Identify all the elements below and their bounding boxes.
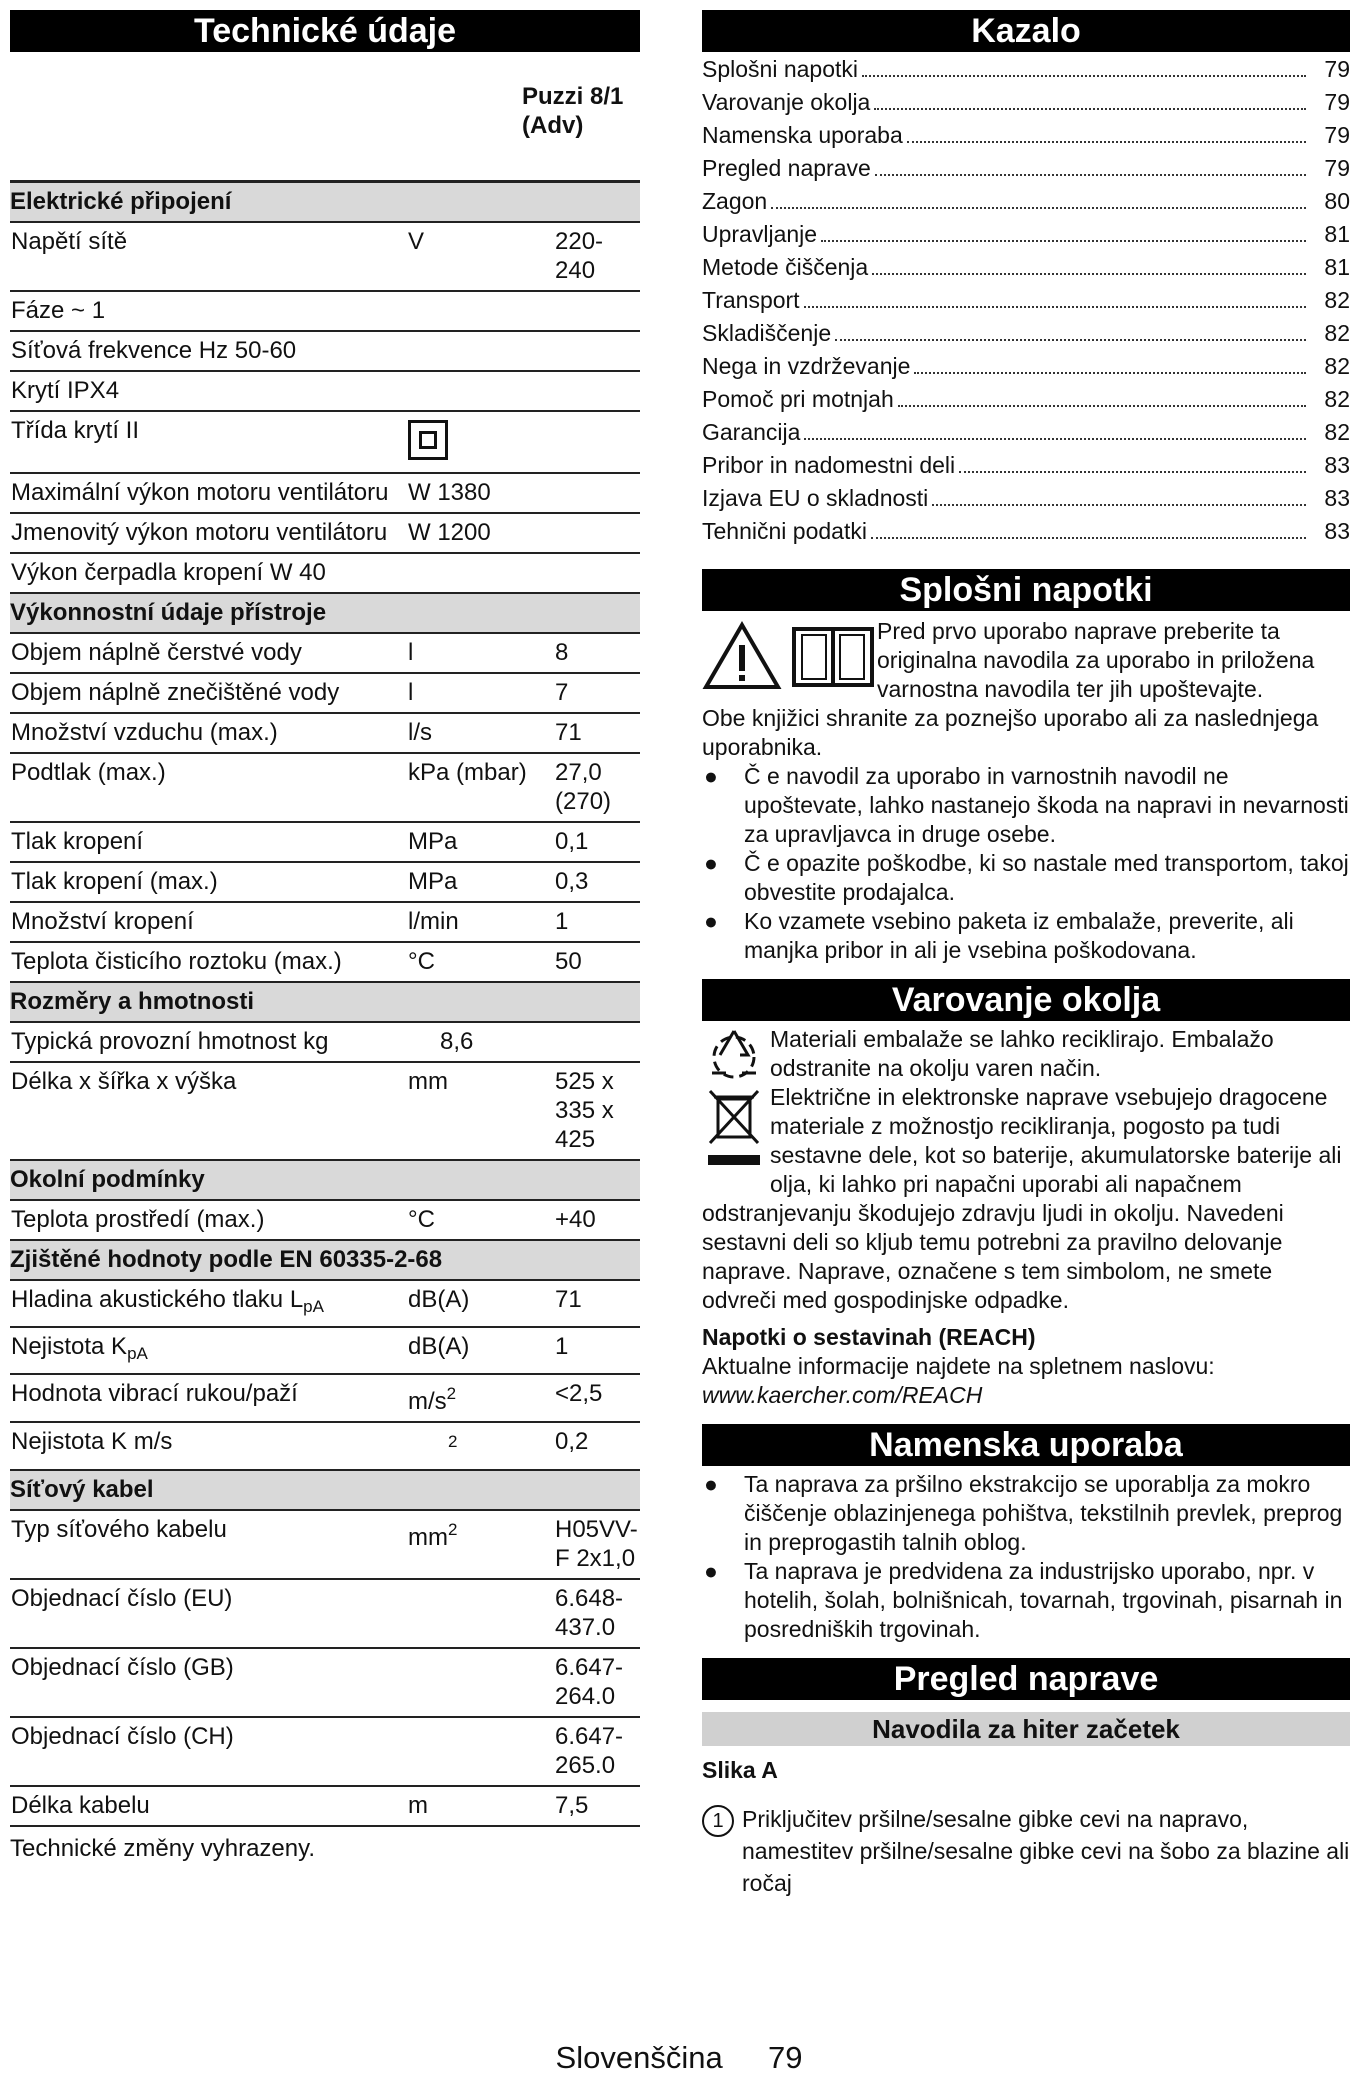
parameter-unit (408, 291, 555, 331)
bullet-dot: ● (704, 1558, 718, 1584)
parameter-value: 6.647-265.0 (555, 1717, 640, 1786)
bullet-item (702, 762, 1350, 849)
toc-entry[interactable] (702, 320, 1350, 353)
warning-triangle-icon (702, 617, 877, 695)
overview-item-text: Priključitev pršilne/sesalne gibke cevi na napravo, namestitev pršilne/sesalne gibke cevi na šobo za blazine ali ročaj (742, 1806, 1350, 1896)
parameter-name: Množství vzduchu (max.) (10, 713, 408, 753)
parameter-value: 8 (555, 633, 640, 673)
parameter-unit: V (408, 222, 555, 291)
table-row (10, 411, 640, 473)
parameter-name: Napětí sítě (10, 222, 408, 291)
parameter-value: 6.648-437.0 (555, 1579, 640, 1648)
toc-entry-page: 82 (1324, 287, 1350, 313)
toc-entry-title: Transport (702, 287, 800, 313)
parameter-name: Výkon čerpadla kropení W 40 (10, 553, 408, 593)
parameter-value (555, 291, 640, 331)
parameter-name: Tlak kropení (10, 822, 408, 862)
toc-entry-page: 79 (1324, 155, 1350, 181)
table-row (10, 1786, 640, 1826)
bullet-text: Č e navodil za uporabo in varnostnih navodil ne upoštevate, lahko nastanejo škoda na napravi in nevarnosti za upravljavca in druge osebe. (744, 763, 1349, 847)
model-header (10, 80, 640, 183)
toc-entry-page: 82 (1324, 320, 1350, 346)
bullet-dot: ● (704, 1471, 718, 1497)
parameter-unit: °C (408, 1200, 555, 1240)
parameter-unit: MPa (408, 862, 555, 902)
parameter-name: Objem náplně čerstvé vody (10, 633, 408, 673)
section-label: Zjištěné hodnoty podle EN 60335-2-68 (10, 1240, 640, 1280)
parameter-unit: m (408, 1786, 555, 1826)
toc-leader (871, 537, 1306, 539)
table-row (10, 902, 640, 942)
parameter-unit: dB(A) (408, 1280, 555, 1327)
parameter-value: 1 (555, 1327, 640, 1374)
toc-entry[interactable] (702, 287, 1350, 320)
technical-note: Technické změny vyhrazeny. (10, 1835, 316, 1862)
table-row (10, 633, 640, 673)
toc-entry-page: 83 (1324, 452, 1350, 478)
bullet-text: Č e opazite poškodbe, ki so nastale med transportom, takoj obvestite prodajalca. (744, 850, 1349, 905)
toc-entry-title: Skladiščenje (702, 320, 832, 346)
parameter-unit: l/min (408, 902, 555, 942)
parameter-unit: W 1380 (408, 473, 555, 513)
toc-entry-title: Metode čiščenja (702, 254, 869, 280)
toc-entry-page: 79 (1324, 89, 1350, 115)
parameter-value (555, 553, 640, 593)
toc-entry[interactable] (702, 122, 1350, 155)
crossed-bin-icon (708, 1091, 760, 1165)
table-section-row (10, 982, 640, 1022)
environment-weee: Električne in elektronske naprave vsebujejo dragocene materiale z možnostjo recikliranja, pogosto pa tudi sestavne dele, kot so baterije, akumulatorske baterije ali olja, ki lahko pri napačni uporabi ali napačnem odstranjevanju škodujejo zdravju ljudi in okolju. Navedeni sestavni deli so kljub temu potrebni za pravilno delovanje naprave. Naprave, označene s tem simbolom, ne smete odvreči med gospodinjske odpadke. (702, 1084, 1342, 1313)
overview-item (702, 1803, 1350, 1899)
toc-entry-title: Garancija (702, 419, 801, 445)
toc-entry-page: 82 (1324, 353, 1350, 379)
bullet-text: Ta naprava je predvidena za industrijsko uporabo, npr. v hotelih, šolah, bolnišnicah, tovarnah, trgovinah, pisarnah in posredniških trgovinah. (744, 1558, 1343, 1642)
parameter-value: <2,5 (555, 1374, 640, 1422)
toc-leader (771, 207, 1306, 209)
parameter-unit: °C (408, 942, 555, 982)
section-title-overview: Pregled naprave (702, 1658, 1350, 1700)
toc-entry-title: Pribor in nadomestni deli (702, 452, 956, 478)
parameter-name: Fáze ~ 1 (10, 291, 408, 331)
toc-leader (862, 75, 1306, 77)
parameter-unit: mm (408, 1062, 555, 1160)
parameter-value: 1 (555, 902, 640, 942)
table-row (10, 1510, 640, 1579)
parameter-name: Jmenovitý výkon motoru ventilátoru (10, 513, 408, 553)
parameter-unit: 2 (408, 1422, 555, 1470)
parameter-name: Množství kropení (10, 902, 408, 942)
toc-entry[interactable] (702, 188, 1350, 221)
section-title-general: Splošni napotki (702, 569, 1350, 611)
table-row (10, 513, 640, 553)
table-section-row (10, 1470, 640, 1510)
parameter-unit (408, 1648, 555, 1717)
parameter-name: Délka x šířka x výška (10, 1062, 408, 1160)
bullet-text: Ta naprava za pršilno ekstrakcijo se uporablja za mokro čiščenje oblazinjenega pohištva, tekstilnih prevlek, preprog in preprogastih talnih oblog. (744, 1471, 1343, 1555)
toc-entry-title: Upravljanje (702, 221, 818, 247)
parameter-value: 7,5 (555, 1786, 640, 1826)
parameter-unit (408, 1579, 555, 1648)
toc-entry[interactable] (702, 155, 1350, 188)
toc-entry[interactable] (702, 353, 1350, 386)
toc-entry[interactable] (702, 221, 1350, 254)
toc-leader (875, 174, 1306, 176)
footer-language: Slovenščina (555, 2040, 723, 2075)
protection-class-ii-icon (408, 420, 448, 460)
toc-entry-title: Zagon (702, 188, 768, 214)
parameter-name: Objednací číslo (GB) (10, 1648, 408, 1717)
technical-data-column (10, 10, 640, 1863)
bullet-dot: ● (704, 763, 718, 789)
parameter-unit (408, 1717, 555, 1786)
table-row (10, 473, 640, 513)
parameter-unit (408, 411, 555, 473)
table-row (10, 942, 640, 982)
toc-entry-page: 82 (1324, 419, 1350, 445)
figure-label: Slika A (702, 1757, 778, 1783)
table-row (10, 371, 640, 411)
parameter-name: Podtlak (max.) (10, 753, 408, 822)
table-section-row (10, 1240, 640, 1280)
table-of-contents (702, 56, 1350, 551)
parameter-value (555, 473, 640, 513)
toc-entry[interactable] (702, 56, 1350, 89)
general-bullets (702, 762, 1350, 965)
parameter-unit: 8,6 (408, 1022, 555, 1062)
parameter-name: Délka kabelu (10, 1786, 408, 1826)
environment-packaging: Materiali embalaže se lahko reciklirajo. Embalažo odstranite na okolju varen način. (770, 1026, 1274, 1081)
parameter-value: 50 (555, 942, 640, 982)
reach-title: Napotki o sestavinah (REACH) (702, 1324, 1036, 1350)
toc-entry[interactable] (702, 89, 1350, 122)
intended-use-bullets (702, 1470, 1350, 1644)
content-column (702, 10, 1350, 1899)
general-intro: Pred prvo uporabo naprave preberite ta originalna navodila za uporabo in priloženа varnostna navodila ter jih upoštevajte. (877, 618, 1315, 702)
parameter-unit (408, 553, 555, 593)
toc-leader (804, 306, 1306, 308)
parameter-unit: l/s (408, 713, 555, 753)
parameter-name: Tlak kropení (max.) (10, 862, 408, 902)
model-name: Puzzi 8/1 (Adv) (522, 83, 624, 139)
table-row (10, 553, 640, 593)
parameter-name: Objednací číslo (EU) (10, 1579, 408, 1648)
table-row (10, 1374, 640, 1422)
table-section-row (10, 1160, 640, 1200)
parameter-value: 525 x 335 x 425 (555, 1062, 640, 1160)
toc-entry-title: Varovanje okolja (702, 89, 871, 115)
parameter-value (555, 1022, 640, 1062)
toc-entry[interactable] (702, 485, 1350, 518)
toc-entry-page: 83 (1324, 518, 1350, 544)
parameter-name: Krytí IPX4 (10, 371, 408, 411)
table-row (10, 1327, 640, 1374)
reach-url[interactable]: www.kaercher.com/REACH (702, 1382, 983, 1408)
section-label: Výkonnostní údaje přístroje (10, 593, 640, 633)
footer-page-number: 79 (767, 2040, 803, 2075)
table-row (10, 1200, 640, 1240)
general-paragraph: Obe knjižici shranite za poznejšo uporabo ali za naslednjega uporabnika. (702, 705, 1319, 760)
bullet-item (702, 849, 1350, 907)
table-row (10, 713, 640, 753)
toc-entry-title: Namenska uporaba (702, 122, 903, 148)
table-row (10, 222, 640, 291)
general-section (702, 617, 1350, 965)
parameter-value: 71 (555, 713, 640, 753)
parameter-name: Nejistota K m/s (10, 1422, 408, 1470)
table-row (10, 822, 640, 862)
parameter-name: Objem náplně znečištěné vody (10, 673, 408, 713)
page-footer (0, 2040, 1358, 2076)
toc-entry-title: Pomoč pri motnjah (702, 386, 894, 412)
parameter-name: Síťová frekvence Hz 50-60 (10, 331, 408, 371)
bullet-item (702, 1470, 1350, 1557)
parameter-unit: dB(A) (408, 1327, 555, 1374)
parameter-value (555, 331, 640, 371)
toc-leader (959, 471, 1306, 473)
toc-entry-title: Pregled naprave (702, 155, 871, 181)
toc-entry-title: Splošni napotki (702, 56, 858, 82)
toc-entry[interactable] (702, 452, 1350, 485)
table-row (10, 1062, 640, 1160)
toc-entry-page: 79 (1324, 122, 1350, 148)
toc-leader (914, 372, 1306, 374)
table-row (10, 291, 640, 331)
toc-entry-page: 79 (1324, 56, 1350, 82)
table-row (10, 753, 640, 822)
parameter-unit: l (408, 633, 555, 673)
section-title-environment: Varovanje okolja (702, 979, 1350, 1021)
table-row (10, 673, 640, 713)
table-row (10, 1648, 640, 1717)
toc-leader (804, 438, 1306, 440)
bullet-item (702, 1557, 1350, 1644)
parameter-name: Objednací číslo (CH) (10, 1717, 408, 1786)
parameter-name: Maximální výkon motoru ventilátoru (10, 473, 408, 513)
toc-leader (874, 108, 1306, 110)
toc-entry-title: Nega in vzdrževanje (702, 353, 911, 379)
toc-entry-page: 83 (1324, 485, 1350, 511)
table-section-row (10, 593, 640, 633)
parameter-value: +40 (555, 1200, 640, 1240)
parameter-unit (408, 331, 555, 371)
section-label: Síťový kabel (10, 1470, 640, 1510)
parameter-unit: MPa (408, 822, 555, 862)
parameter-name: Nejistota $K_{pA}$ (10, 1327, 408, 1374)
toc-entry-page: 81 (1324, 221, 1350, 247)
warning-icons (702, 617, 877, 699)
toc-entry[interactable] (702, 386, 1350, 419)
parameter-unit: $mm^2$ (408, 1510, 555, 1579)
parameter-value: 0,1 (555, 822, 640, 862)
parameter-value (555, 411, 640, 473)
parameter-name: Hladina akustického tlaku $L_{pA}$ (10, 1280, 408, 1327)
toc-entry-page: 82 (1324, 386, 1350, 412)
reach-text: Aktualne informacije najdete na spletnem naslovu: (702, 1353, 1215, 1379)
environment-icons (702, 1025, 770, 1175)
parameter-unit: kPa (mbar) (408, 753, 555, 822)
section-label: Okolní podmínky (10, 1160, 640, 1200)
item-number-badge: 1 (702, 1803, 742, 1899)
toc-entry-title: Tehnični podatki (702, 518, 867, 544)
section-title-intended-use: Namenska uporaba (702, 1424, 1350, 1466)
toc-leader (835, 339, 1306, 341)
parameter-name: Typická provozní hmotnost kg (10, 1022, 408, 1062)
parameter-unit: W 1200 (408, 513, 555, 553)
parameter-value (555, 371, 640, 411)
parameter-value: H05VV-F 2x1,0 (555, 1510, 640, 1579)
parameter-value: 220-240 (555, 222, 640, 291)
parameter-value: 71 (555, 1280, 640, 1327)
parameter-value: 6.647-264.0 (555, 1648, 640, 1717)
toc-leader (872, 273, 1306, 275)
parameter-unit: $m/s^2$ (408, 1374, 555, 1422)
table-row (10, 1022, 640, 1062)
quick-start-subtitle: Navodila za hiter začetek (702, 1712, 1350, 1746)
bullet-text: Ko vzamete vsebino paketa iz embalaže, preverite, ali manjka pribor in ali je vsebina poškodovana. (744, 908, 1294, 963)
parameter-value: 0,3 (555, 862, 640, 902)
parameter-value: 7 (555, 673, 640, 713)
parameter-unit: l (408, 673, 555, 713)
table-section-row (10, 183, 640, 222)
toc-entry-title: Izjava EU o skladnosti (702, 485, 929, 511)
parameter-name: Teplota prostředí (max.) (10, 1200, 408, 1240)
recycle-icon (702, 1025, 766, 1175)
parameter-name: Teplota čisticího roztoku (max.) (10, 942, 408, 982)
toc-leader (898, 405, 1306, 407)
toc-leader (821, 240, 1306, 242)
bullet-dot: ● (704, 850, 718, 876)
section-label: Rozměry a hmotnosti (10, 982, 640, 1022)
toc-leader (907, 141, 1306, 143)
parameter-value: 0,2 (555, 1422, 640, 1470)
bullet-item (702, 907, 1350, 965)
table-row (10, 1579, 640, 1648)
table-row (10, 862, 640, 902)
section-label: Elektrické připojení (10, 183, 640, 222)
parameter-name: Hodnota vibrací rukou/paží (10, 1374, 408, 1422)
parameter-unit (408, 371, 555, 411)
parameter-name: Třída krytí II (10, 411, 408, 473)
table-row (10, 1422, 640, 1470)
bullet-dot: ● (704, 908, 718, 934)
toc-entry-page: 80 (1324, 188, 1350, 214)
table-row (10, 1717, 640, 1786)
section-title-toc: Kazalo (702, 10, 1350, 52)
table-row (10, 1280, 640, 1327)
environment-section (702, 1025, 1350, 1410)
parameter-value (555, 513, 640, 553)
toc-entry[interactable] (702, 419, 1350, 452)
toc-leader (932, 504, 1306, 506)
toc-entry-page: 81 (1324, 254, 1350, 280)
parameter-name: Typ síťového kabelu (10, 1510, 408, 1579)
toc-entry[interactable] (702, 254, 1350, 287)
toc-entry[interactable] (702, 518, 1350, 551)
table-row (10, 331, 640, 371)
section-title-technical-data: Technické údaje (10, 10, 640, 52)
technical-data-table (10, 183, 640, 1827)
parameter-value: 27,0 (270) (555, 753, 640, 822)
